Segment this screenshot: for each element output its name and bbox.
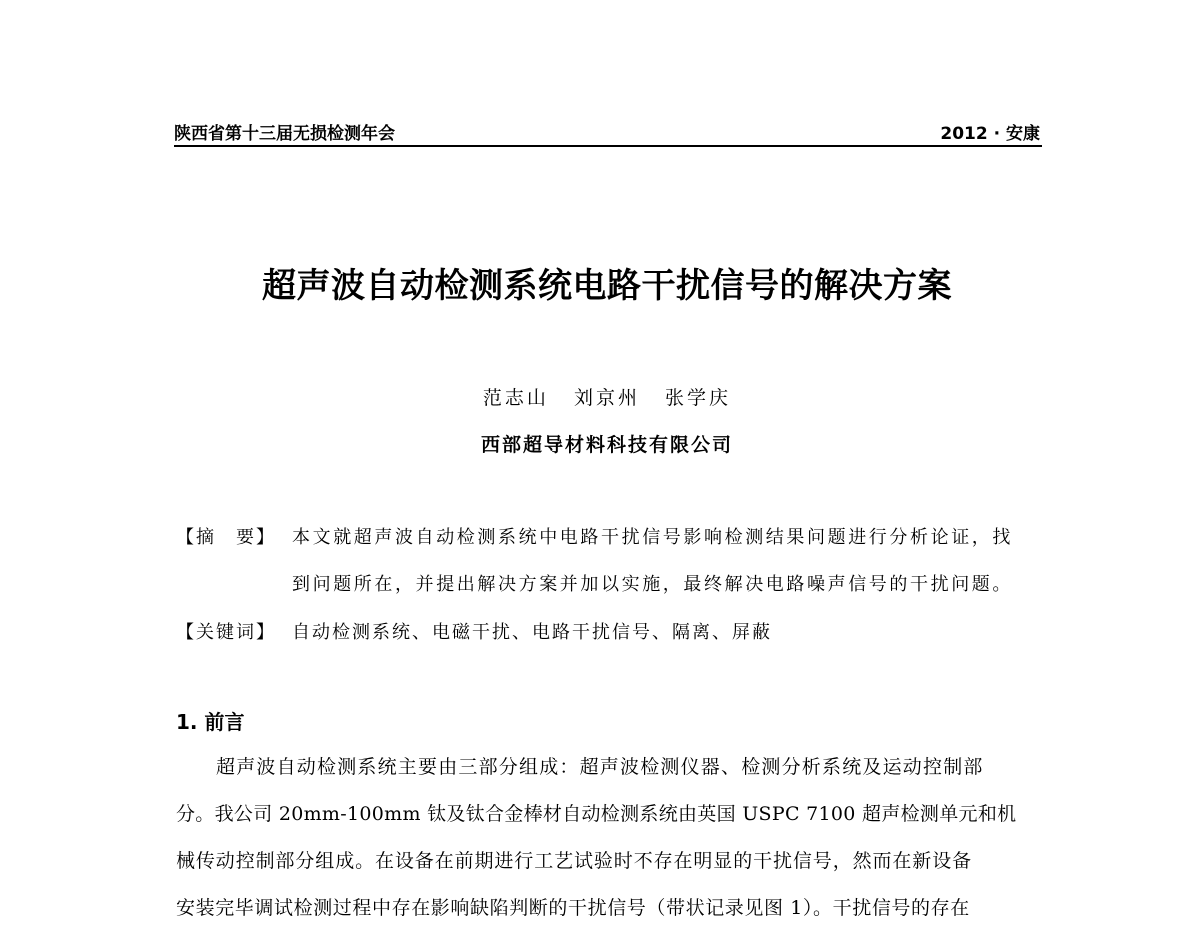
body-paragraph-line: 超声波自动检测系统主要由三部分组成：超声波检测仪器、检测分析系统及运动控制部 [216, 756, 984, 778]
conference-name: 陕西省第十三届无损检测年会 [174, 124, 395, 144]
author-name: 刘京州 [573, 387, 640, 409]
year-place: 2012 · 安康 [940, 124, 1040, 144]
abstract-label: 【摘 要】 [176, 527, 276, 548]
running-header [174, 113, 1042, 147]
section-heading: 1. 前言 [176, 710, 245, 734]
keywords-text: 自动检测系统、电磁干扰、电路干扰信号、隔离、屏蔽 [292, 622, 772, 643]
body-paragraph-line: 分。我公司 20mm-100mm 钛及钛合金棒材自动检测系统由英国 USPC 7100 超声检测单元和机 [176, 803, 1017, 825]
affiliation: 西部超导材料科技有限公司 [480, 434, 733, 456]
abstract-line: 本文就超声波自动检测系统中电路干扰信号影响检测结果问题进行分析论证，找 [292, 527, 1013, 548]
abstract-line: 到问题所在，并提出解决方案并加以实施，最终解决电路噪声信号的干扰问题。 [292, 574, 1013, 595]
author-name: 范志山 [482, 387, 549, 409]
keywords-label: 【关键词】 [176, 622, 276, 643]
author-name: 张学庆 [665, 387, 732, 409]
body-paragraph-line: 械传动控制部分组成。在设备在前期进行工艺试验时不存在明显的干扰信号，然而在新设备 [176, 850, 973, 872]
author-list [0, 383, 1200, 410]
body-paragraph-line: 安装完毕调试检测过程中存在影响缺陷判断的干扰信号（带状记录见图 1）。干扰信号的存在 [176, 897, 970, 919]
paper-title: 超声波自动检测系统电路干扰信号的解决方案 [262, 266, 952, 306]
